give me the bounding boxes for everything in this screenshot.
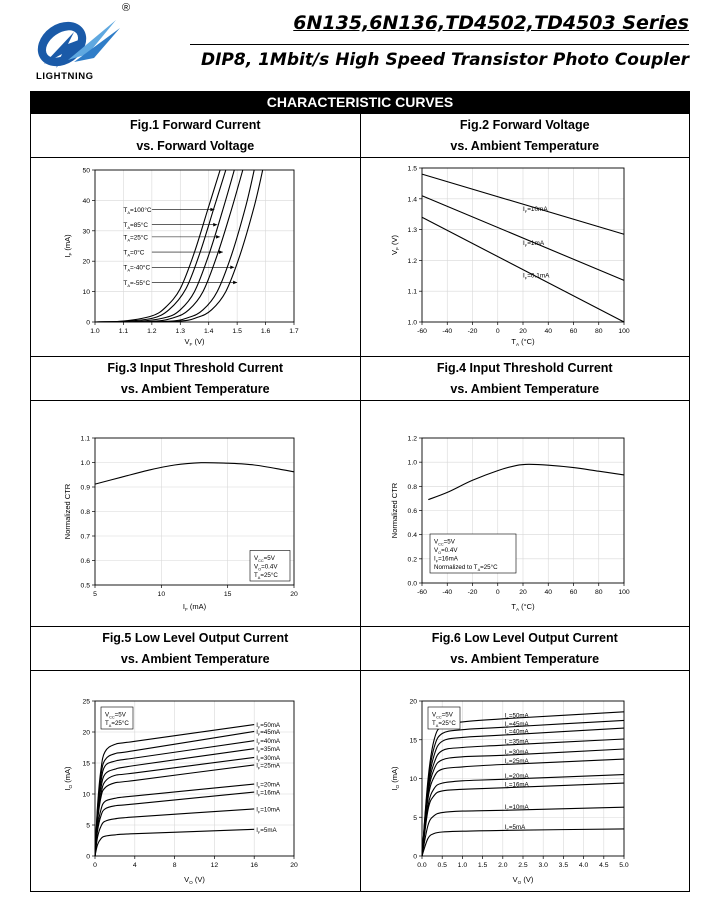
y-tick-label: 0.8 bbox=[80, 509, 90, 516]
y-tick-label: 0.7 bbox=[80, 533, 90, 541]
y-tick-label: 0.5 bbox=[80, 582, 90, 590]
curve-label: $I_F=20mA$ bbox=[256, 781, 281, 790]
y-tick-label: 1.0 bbox=[80, 460, 90, 467]
registered-mark: ® bbox=[122, 2, 131, 14]
x-tick-label: 4 bbox=[132, 862, 137, 869]
x-tick-label: 1.5 bbox=[232, 328, 242, 335]
series-line-1 bbox=[428, 464, 624, 499]
curve-label: $I_F=0.1mA$ bbox=[523, 272, 550, 281]
x-tick-label: 1.5 bbox=[477, 862, 488, 869]
lightning-logo-icon bbox=[28, 14, 128, 72]
y-tick-label: 20 bbox=[82, 729, 90, 737]
x-tick-label: 4.0 bbox=[578, 862, 589, 869]
x-tick-label: 0.5 bbox=[437, 862, 447, 869]
x-tick-label: 20 bbox=[519, 589, 527, 596]
fig4-chart bbox=[361, 401, 690, 626]
curves-table bbox=[30, 91, 690, 892]
caption-row-1 bbox=[31, 113, 689, 157]
fig3-caption: Fig.3 Input Threshold Current vs. Ambient Temperature bbox=[107, 361, 284, 396]
y-tick-label: 0.8 bbox=[407, 483, 417, 491]
y-tick-label: 10 bbox=[82, 289, 90, 297]
fig6-caption: Fig.6 Low Level Output Current vs. Ambient Temperature bbox=[360, 627, 690, 670]
legend-entry: $I_F=16mA$ bbox=[434, 555, 458, 564]
x-tick-label: 40 bbox=[544, 589, 553, 596]
curve-label: $I_F=35mA$ bbox=[256, 746, 281, 755]
y-axis-label: Normalized CTR bbox=[390, 482, 399, 539]
page-header bbox=[0, 0, 703, 90]
header-rule bbox=[190, 44, 689, 45]
y-tick-label: 1.5 bbox=[407, 165, 417, 173]
x-tick-label: 3.0 bbox=[538, 862, 548, 869]
x-tick-label: 1.3 bbox=[175, 328, 186, 335]
legend-entry: $T_A=25^\circ C$ bbox=[254, 572, 278, 580]
y-tick-label: 40 bbox=[82, 197, 90, 205]
chart-1 bbox=[63, 168, 299, 348]
x-tick-label: 12 bbox=[210, 862, 219, 869]
y-tick-label: 10 bbox=[409, 776, 417, 783]
x-tick-label: 20 bbox=[290, 862, 298, 869]
x-tick-label: 80 bbox=[594, 589, 603, 596]
series-line-1 bbox=[95, 170, 220, 322]
x-tick-label: 2.0 bbox=[498, 862, 508, 869]
x-tick-label: 1.6 bbox=[260, 328, 271, 335]
series-line-2 bbox=[95, 170, 226, 322]
chart-2 bbox=[390, 166, 630, 348]
leader-arrow bbox=[230, 265, 234, 269]
curve-label: $I_F=35mA$ bbox=[504, 738, 529, 747]
x-tick-label: -40 bbox=[442, 589, 453, 596]
x-axis-label: $V_O$ (V) bbox=[184, 875, 205, 885]
page-title: 6N135,6N136,TD4502,TD4503 Series bbox=[293, 12, 689, 34]
x-tick-label: 100 bbox=[618, 589, 630, 596]
y-tick-label: 0.2 bbox=[407, 556, 417, 564]
y-tick-label: 1.0 bbox=[407, 319, 417, 327]
y-tick-label: 0.4 bbox=[407, 532, 417, 540]
curve-label: $T_A=25^\circ C$ bbox=[123, 234, 148, 243]
x-tick-label: 1.7 bbox=[289, 328, 299, 335]
curve-label: $I_F=30mA$ bbox=[504, 748, 529, 757]
legend-entry: $V_{CC}=5V$ bbox=[434, 538, 455, 547]
x-tick-label: 0.0 bbox=[417, 862, 427, 869]
x-tick-label: 40 bbox=[544, 328, 553, 335]
x-tick-label: 0 bbox=[93, 862, 97, 869]
curve-label: $T_A=-55^\circ C$ bbox=[123, 279, 151, 288]
y-tick-label: 0.6 bbox=[407, 508, 417, 515]
x-axis-label: $T_A$ (°C) bbox=[511, 337, 535, 347]
leader-arrow bbox=[233, 281, 237, 285]
legend-entry: $T_A=25^\circ C$ bbox=[105, 720, 129, 728]
curve-label: $T_A=100^\circ C$ bbox=[123, 206, 152, 215]
leader-arrow bbox=[216, 235, 220, 239]
y-tick-label: 1.1 bbox=[80, 435, 90, 443]
y-tick-label: 10 bbox=[82, 791, 90, 799]
y-tick-label: 1.0 bbox=[407, 459, 417, 467]
y-tick-label: 25 bbox=[82, 698, 90, 706]
y-tick-label: 30 bbox=[82, 228, 90, 236]
leader-arrow bbox=[213, 223, 217, 227]
series-line-5 bbox=[95, 170, 254, 322]
x-tick-label: -60 bbox=[417, 328, 427, 335]
leader-arrow bbox=[219, 250, 223, 254]
x-tick-label: 80 bbox=[594, 328, 603, 335]
x-tick-label: -20 bbox=[467, 589, 478, 596]
fig4-caption: Fig.4 Input Threshold Current vs. Ambient Temperature bbox=[360, 357, 690, 400]
curve-label: $I_F=45mA$ bbox=[256, 728, 281, 737]
x-tick-label: 0 bbox=[495, 328, 500, 335]
page-subtitle: DIP8, 1Mbit/s High Speed Transistor Photo Coupler bbox=[200, 50, 689, 70]
chart-5 bbox=[63, 699, 298, 886]
y-tick-label: 5 bbox=[86, 822, 90, 830]
y-tick-label: 0 bbox=[86, 319, 90, 327]
y-tick-label: 50 bbox=[82, 167, 90, 175]
x-axis-label: $V_O$ (V) bbox=[512, 875, 534, 885]
y-tick-label: 0.9 bbox=[80, 484, 90, 492]
curve-label: $I_F=5mA$ bbox=[504, 823, 526, 832]
x-tick-label: -20 bbox=[467, 328, 478, 335]
chart-6 bbox=[390, 699, 629, 886]
x-tick-label: 15 bbox=[223, 591, 232, 598]
x-tick-label: 3.5 bbox=[558, 862, 569, 869]
x-tick-label: 20 bbox=[519, 328, 527, 335]
curve-label: $I_F=10mA$ bbox=[523, 206, 548, 215]
curve-label: $I_F=30mA$ bbox=[256, 754, 281, 763]
legend-entry: $V_{CC}=5V$ bbox=[254, 555, 275, 563]
series-line-1 bbox=[95, 463, 294, 484]
y-tick-label: 1.1 bbox=[407, 288, 417, 296]
y-tick-label: 0.0 bbox=[407, 580, 417, 588]
curve-label: $I_F=16mA$ bbox=[504, 781, 529, 790]
y-tick-label: 0 bbox=[86, 853, 90, 861]
curve-label: $I_F=5mA$ bbox=[256, 826, 277, 835]
y-tick-label: 1.3 bbox=[407, 227, 417, 235]
legend-entry: $V_{CC}=5V$ bbox=[432, 711, 453, 720]
x-tick-label: 1.2 bbox=[147, 328, 157, 335]
plot-frame bbox=[95, 170, 294, 322]
fig3-chart bbox=[31, 401, 360, 626]
y-tick-label: 1.2 bbox=[407, 257, 417, 265]
y-axis-label: $I_O$ (mA) bbox=[390, 766, 400, 791]
y-tick-label: 5 bbox=[413, 814, 417, 822]
x-axis-label: $T_A$ (°C) bbox=[511, 602, 535, 612]
x-tick-label: 10 bbox=[157, 591, 166, 598]
curve-label: $I_F=40mA$ bbox=[256, 738, 281, 747]
x-tick-label: 8 bbox=[172, 862, 177, 869]
x-tick-label: 16 bbox=[250, 862, 258, 869]
fig5-caption: Fig.5 Low Level Output Current vs. Ambient Temperature bbox=[102, 631, 289, 666]
x-tick-label: 5 bbox=[93, 591, 97, 598]
x-tick-label: 60 bbox=[569, 328, 578, 335]
y-tick-label: 15 bbox=[82, 760, 90, 768]
legend-entry: Normalized to $T_A=25^\circ C$ bbox=[434, 564, 498, 572]
y-tick-label: 0.6 bbox=[80, 558, 90, 565]
curve-label: $I_F=1mA$ bbox=[523, 240, 545, 248]
curve-label: $I_F=45mA$ bbox=[504, 720, 529, 729]
chart-3 bbox=[63, 436, 298, 613]
fig1-chart bbox=[31, 158, 360, 356]
x-axis-label: $V_F$ (V) bbox=[184, 337, 205, 347]
curve-label: $I_F=50mA$ bbox=[256, 722, 281, 731]
fig5-chart bbox=[31, 671, 360, 891]
legend-entry: $V_O=0.4V$ bbox=[434, 547, 458, 555]
curve-label: $I_F=10mA$ bbox=[256, 806, 281, 815]
brand-name: LIGHTNING bbox=[36, 71, 94, 82]
y-axis-label: $I_F$ (mA) bbox=[63, 234, 73, 258]
curve-label: $I_F=16mA$ bbox=[256, 789, 281, 798]
x-tick-label: -60 bbox=[417, 589, 427, 596]
legend-entry: $T_A=25^\circ C$ bbox=[432, 720, 456, 728]
fig2-chart bbox=[361, 158, 690, 356]
curve-label: $T_A=85^\circ C$ bbox=[123, 222, 148, 231]
section-title: CHARACTERISTIC CURVES bbox=[31, 92, 689, 113]
plot-row-1 bbox=[31, 157, 689, 356]
y-axis-label: $I_O$ (mA) bbox=[63, 766, 73, 791]
legend-entry: $V_{CC}=5V$ bbox=[105, 711, 126, 720]
y-tick-label: 15 bbox=[409, 737, 417, 745]
curve-label: $I_F=50mA$ bbox=[504, 712, 529, 721]
curve-label: $I_F=20mA$ bbox=[504, 772, 529, 781]
y-tick-label: 0 bbox=[413, 853, 417, 861]
curve-label: $I_F=40mA$ bbox=[504, 728, 529, 737]
x-tick-label: 1.1 bbox=[118, 328, 129, 335]
y-axis-label: Normalized CTR bbox=[63, 483, 72, 540]
plot-row-2 bbox=[31, 400, 689, 626]
x-tick-label: 1.4 bbox=[203, 328, 214, 335]
y-axis-label: $V_F$ (V) bbox=[390, 235, 400, 255]
curve-label: $I_F=25mA$ bbox=[256, 762, 281, 771]
x-tick-label: 5.0 bbox=[619, 862, 629, 869]
x-tick-label: 20 bbox=[290, 591, 298, 598]
x-axis-label: $I_F$ (mA) bbox=[182, 602, 207, 612]
y-tick-label: 1.2 bbox=[407, 435, 417, 443]
fig2-caption: Fig.2 Forward Voltage vs. Ambient Temperature bbox=[360, 114, 690, 157]
x-tick-label: 0 bbox=[495, 589, 500, 596]
caption-row-3 bbox=[31, 626, 689, 670]
x-tick-label: 1.0 bbox=[90, 328, 100, 335]
caption-row-2 bbox=[31, 356, 689, 400]
x-tick-label: 1.0 bbox=[457, 862, 468, 869]
y-tick-label: 1.4 bbox=[407, 196, 417, 204]
fig6-chart bbox=[361, 671, 690, 891]
fig1-caption: Fig.1 Forward Current vs. Forward Voltage bbox=[129, 118, 261, 153]
curve-label: $I_F=10mA$ bbox=[504, 803, 529, 812]
legend-entry: $V_O=0.4V$ bbox=[254, 563, 278, 572]
x-tick-label: 60 bbox=[569, 589, 578, 596]
curve-label: $T_A=0^\circ C$ bbox=[123, 249, 145, 258]
y-tick-label: 20 bbox=[82, 258, 90, 266]
x-tick-label: 100 bbox=[618, 328, 630, 335]
curve-label: $T_A=-40^\circ C$ bbox=[123, 264, 151, 273]
curve-label: $I_F=25mA$ bbox=[504, 758, 529, 767]
chart-4 bbox=[390, 436, 630, 613]
x-tick-label: -40 bbox=[442, 328, 453, 335]
plot-row-3 bbox=[31, 670, 689, 891]
y-tick-label: 20 bbox=[409, 698, 417, 706]
x-tick-label: 4.5 bbox=[599, 862, 609, 869]
x-tick-label: 2.5 bbox=[518, 862, 528, 869]
